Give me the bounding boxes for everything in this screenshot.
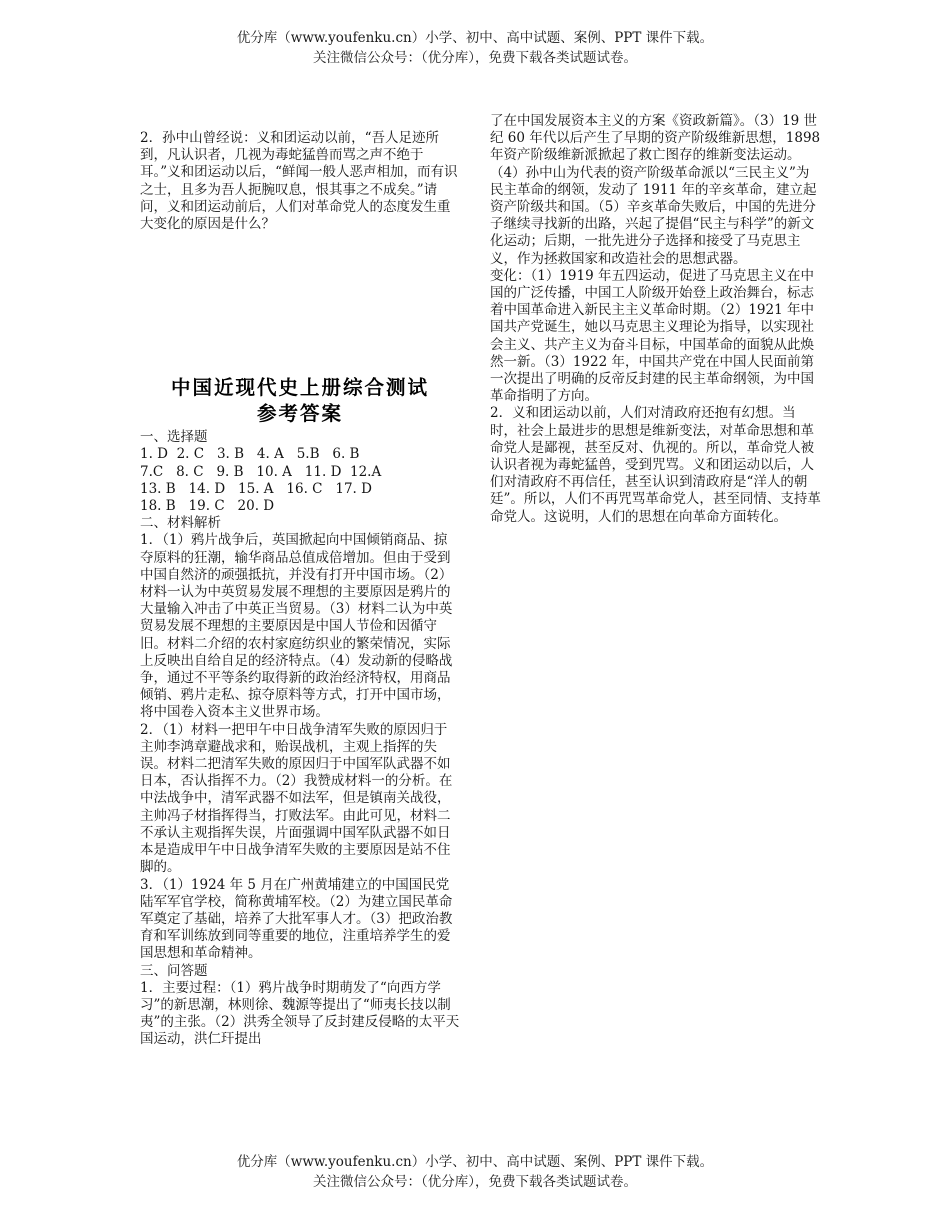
title-line-2: 参考答案 (256, 402, 343, 426)
answer-title (140, 375, 460, 427)
footer-line-2: 关注微信公众号：（优分库），免费下载各类试题试卷。 (313, 1174, 637, 1190)
section-heading-material: 二、材料解析 (140, 515, 221, 532)
mc-answers-row: 7.C 8. C 9. B 10. A 11. D 12.A (140, 463, 382, 480)
qa-answer-2: 2．义和团运动以前，人们对清政府还抱有幻想。当时，社会上最进步的思想是维新变法，对革命思想和革命党人是鄙视，甚至反对、仇视的。所以，革命党人被认识者视为毒蛇猛兽，受到咒骂。义和团运动以后，人们对清政府不再信任，甚至认识到清政府是“洋人的朝廷”。所以，人们不再咒骂革命党人，甚至同情、支持革命党人。这说明，人们的思想在向革命方面转化。 (490, 405, 821, 525)
page-footer (0, 1152, 950, 1192)
mc-answers-row: 1. D 2. C 3. B 4. A 5.B 6. B (140, 446, 360, 463)
section-heading-qa: 三、问答题 (140, 962, 208, 979)
header-line-1: 优分库（www.youfenku.cn）小学、初中、高中试题、案例、PPT 课件下载。 (236, 30, 714, 46)
qa-answer-1-part: 1．主要过程：（1）鸦片战争时期萌发了“向西方学习”的新思潮，林则徐、魏源等提出了“师夷长技以制夷”的主张。（2）洪秀全领导了反封建反侵略的太平天国运动，洪仁玕提出 (140, 979, 460, 1048)
footer-line-1: 优分库（www.youfenku.cn）小学、初中、高中试题、案例、PPT 课件下载。 (236, 1154, 714, 1170)
page-header (0, 28, 950, 68)
qa-answer-1-continued: 了在中国发展资本主义的方案《资政新篇》。（3）19 世纪 60 年代以后产生了早期的资产阶级维新思想，1898 年资产阶级维新派掀起了救亡图存的维新变法运动。（4）孙中山为代表的资产阶级革命派以“三民主义”为民主革命的纲领，发动了 1911 年的辛亥革命，建立起资产阶级共和国。（5）辛亥革命失败后，中国的先进分子继续寻找新的出路，兴起了提倡“民主与科学”的新文化运动；后期，一批先进分子选择和接受了马克思主义，作为拯救国家和改造社会的思想武器。 (490, 113, 821, 267)
material-answer-1: 1．（1）鸦片战争后，英国掀起向中国倾销商品、掠夺原料的狂潮，输华商品总值成倍增加。但由于受到中国自然济的顽强抵抗，并没有打开中国市场。（2）材料一认为中英贸易发展不理想的主要原因是鸦片的大量输入冲击了中英正当贸易。（3）材料二认为中英贸易发展不理想的主要原因是中国人节俭和因循守旧。材料二介绍的农村家庭纺织业的繁荣情况，实际上反映出自给自足的经济特点。（4）发动新的侵略战争，通过不平等条约取得新的政治经济特权，用商品倾销、鸦片走私、掠夺原料等方式，打开中国市场，将中国卷入资本主义世界市场。 (140, 532, 453, 721)
mc-answers-row: 18. B 19. C 20. D (140, 498, 275, 515)
question-2-text: 2．孙中山曾经说：义和团运动以前，“吾人足迹所到，凡认识者，几视为毒蛇猛兽而骂之声不绝于耳。”义和团运动以后，“鲜闻一般人恶声相加，而有识之士，且多为吾人扼腕叹息，恨其事之不成矣。”请问，义和团运动前后，人们对革命党人的态度发生重大变化的原因是什么？ (140, 130, 458, 233)
right-column (490, 113, 822, 526)
material-answer-3: 3．（1）1924 年 5 月在广州黄埔建立的中国国民党陆军军官学校，简称黄埔军校。（2）为建立国民革命军奠定了基础，培养了大批军事人才。（3）把政治教育和军训练放到同等重要的地位，注重培养学生的爱国思想和革命精神。 (140, 876, 453, 962)
header-line-2: 关注微信公众号：（优分库），免费下载各类试题试卷。 (313, 50, 637, 66)
left-column (140, 130, 460, 1049)
mc-answers-row: 13. B 14. D 15. A 16. C 17. D (140, 480, 372, 497)
qa-answer-1-change: 变化：（1）1919 年五四运动，促进了马克思主义在中国的广泛传播，中国工人阶级开始登上政治舞台，标志着中国革命进入新民主主义革命时期。（2）1921 年中国共产党诞生，她以马克思主义理论为指导，以实现社会主义、共产主义为奋斗目标，中国革命的面貌从此焕然一新。（3）1922 年，中国共产党在中国人民面前第一次提出了明确的反帝反封建的民主革命纲领，为中国革命指明了方向。 (490, 267, 814, 405)
material-answer-2: 2．（1）材料一把甲午中日战争清军失败的原因归于主帅李鸿章避战求和，贻误战机，主观上指挥的失误。材料二把清军失败的原因归于中国军队武器不如日本，否认指挥不力。（2）我赞成材料一的分析。在中法战争中，清军武器不如法军，但是镇南关战役，主帅冯子材指挥得当，打败法军。由此可见，材料二不承认主观指挥失误，片面强调中国军队武器不如日本是造成甲午中日战争清军失败的主要原因是站不住脚的。 (140, 721, 453, 876)
section-heading-choice: 一、选择题 (140, 429, 208, 446)
title-line-1: 中国近现代史上册综合测试 (170, 376, 429, 400)
